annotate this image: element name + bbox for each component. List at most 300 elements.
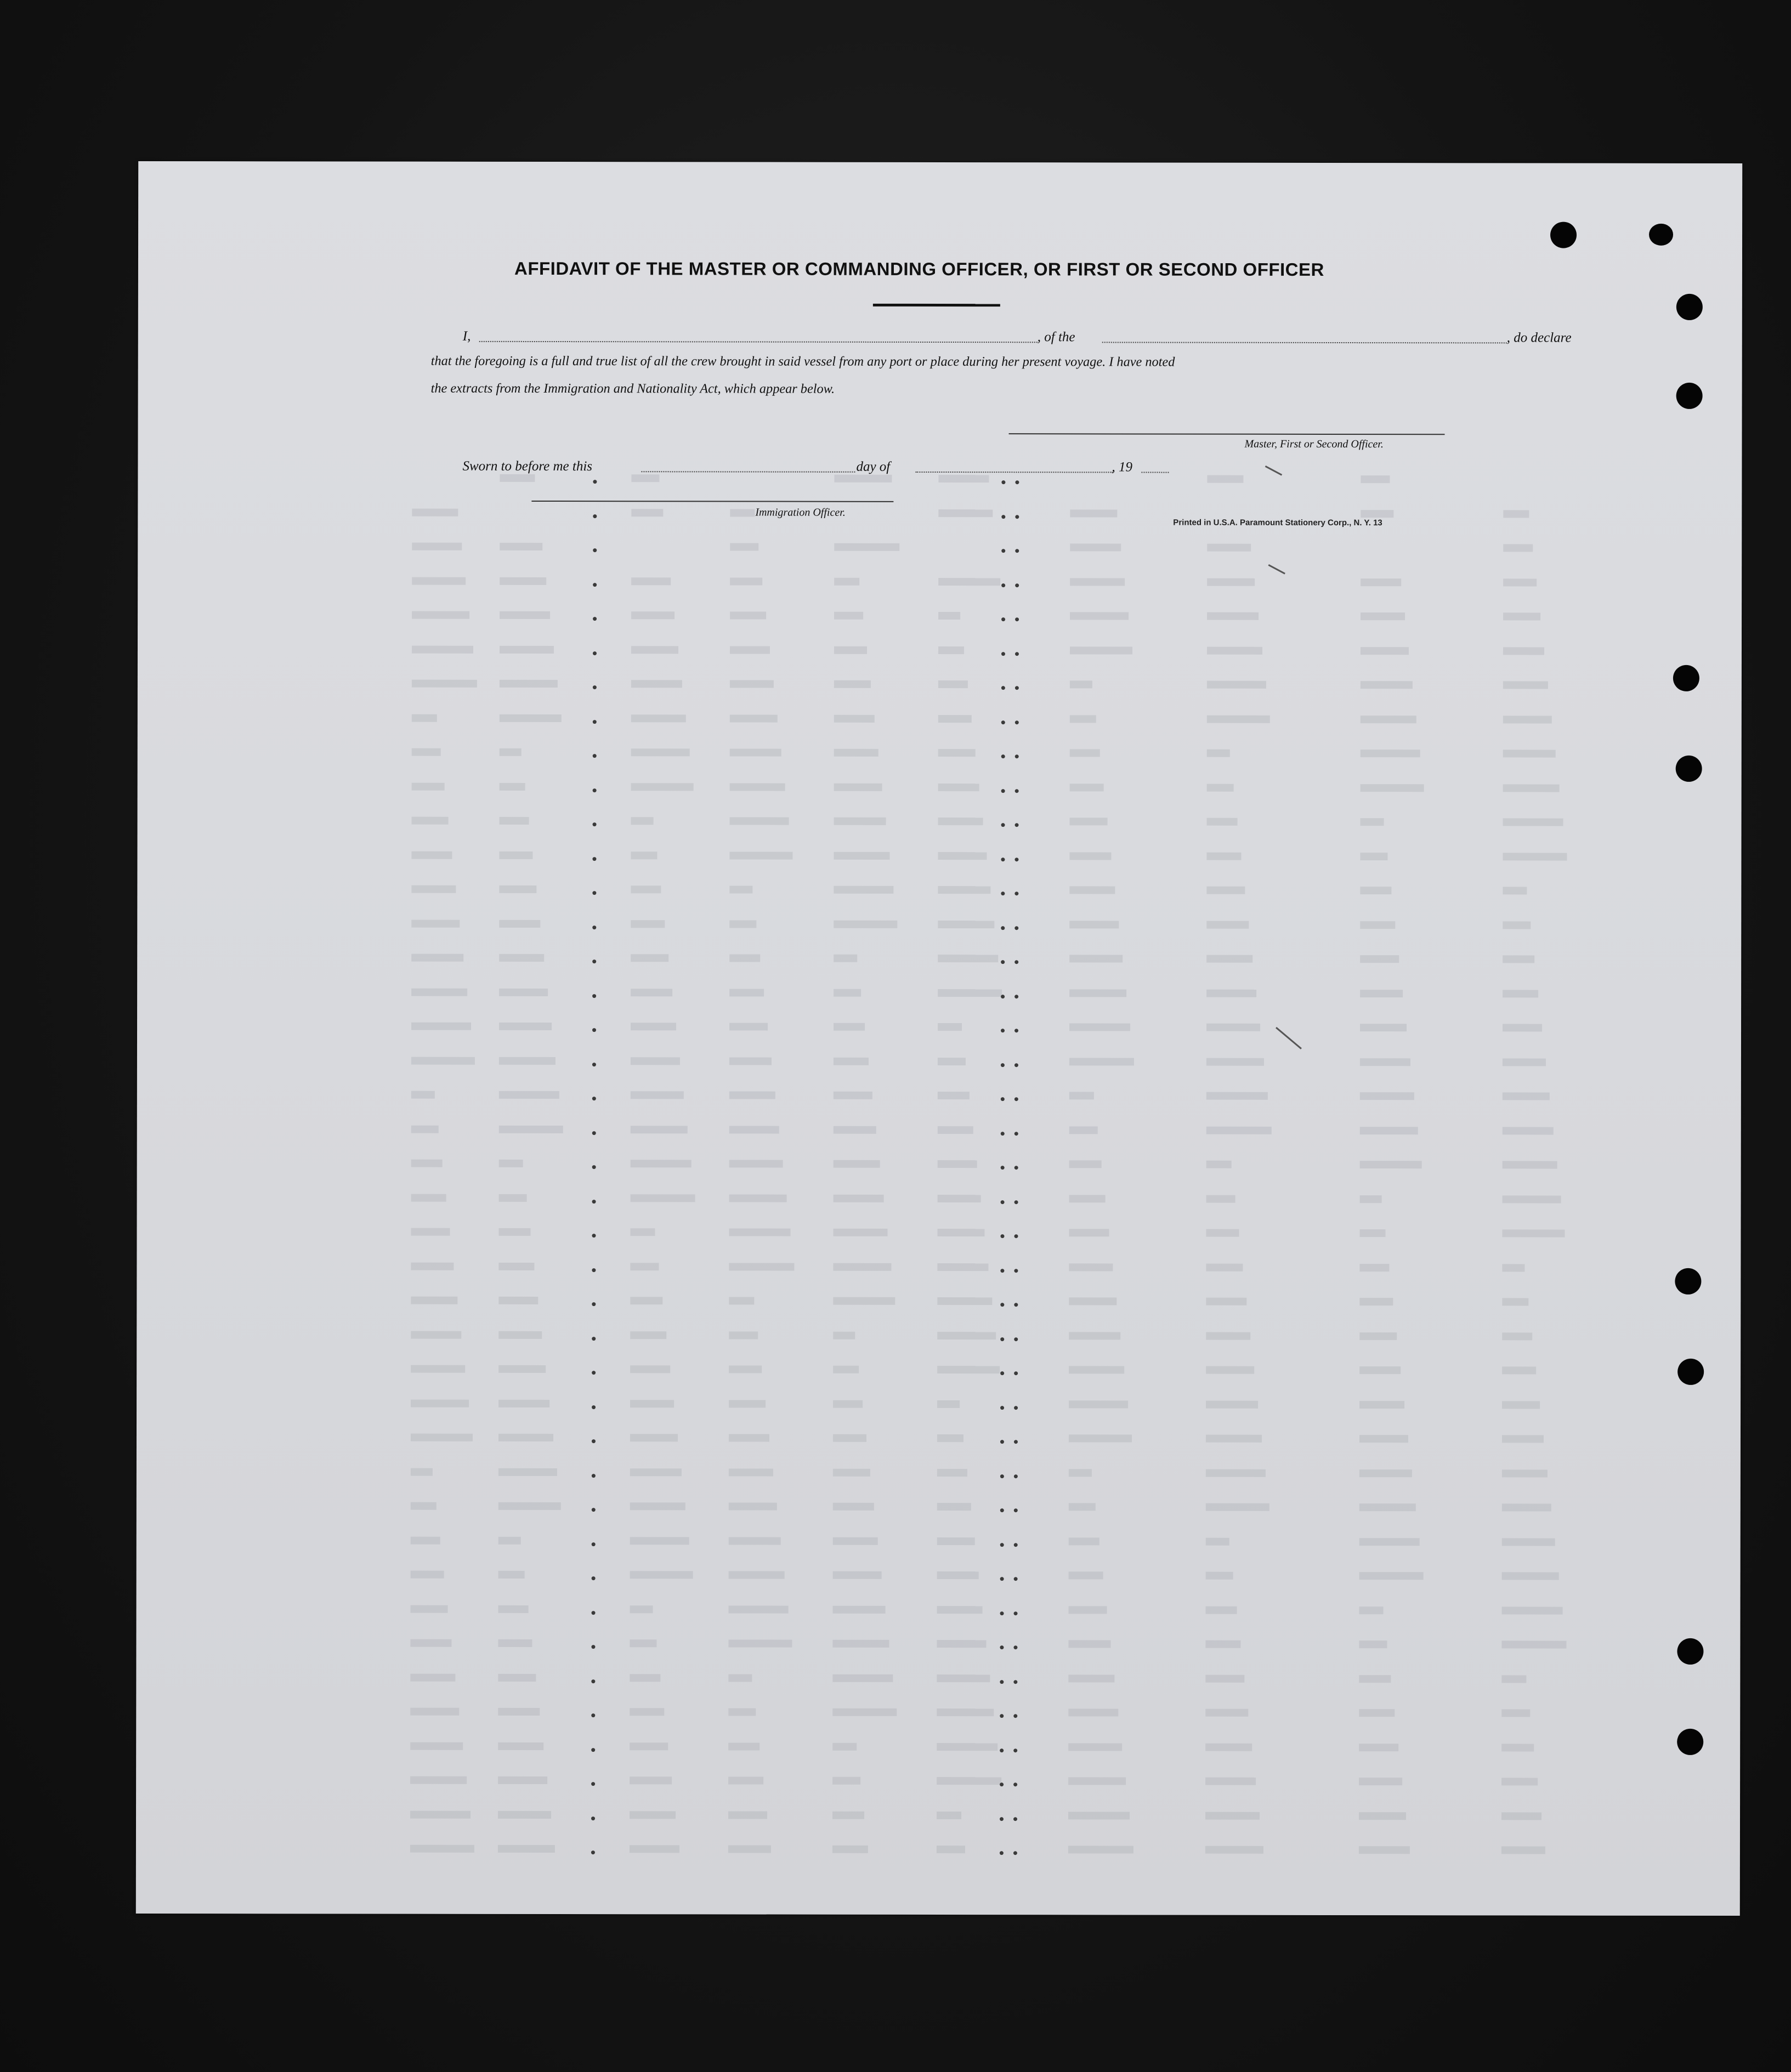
bleed-through-dot (1001, 480, 1005, 484)
bleed-through-mark (938, 818, 983, 825)
bleed-through-mark (937, 1674, 990, 1682)
bleed-through-mark (834, 955, 857, 962)
bleed-through-mark (1360, 1127, 1418, 1134)
bleed-through-dot (592, 1097, 596, 1100)
bleed-through-mark (1205, 1778, 1256, 1785)
bleed-through-mark (500, 474, 535, 482)
bleed-through-mark (1207, 715, 1270, 723)
bleed-through-mark (1502, 1298, 1528, 1305)
bleed-through-mark (834, 1092, 872, 1099)
bleed-through-mark (498, 1536, 521, 1544)
bleed-through-dot (592, 960, 596, 963)
bleed-through-mark (499, 954, 544, 962)
bleed-through-dot (1013, 1851, 1017, 1855)
bleed-through-mark (1359, 1229, 1385, 1237)
bleed-through-row (138, 537, 1742, 561)
bleed-through-mark (1503, 578, 1537, 586)
bleed-through-mark (411, 1399, 469, 1407)
bleed-through-dot (593, 583, 597, 587)
bleed-through-mark (1359, 1709, 1395, 1717)
bleed-through-dot (591, 1713, 595, 1717)
bleed-through-dot (1001, 789, 1005, 793)
bleed-through-dot (1000, 1337, 1004, 1341)
bleed-through-mark (1068, 1640, 1110, 1648)
bleed-through-mark (499, 1194, 527, 1201)
bleed-through-mark (1502, 1503, 1551, 1511)
punch-hole (1676, 383, 1703, 409)
bleed-through-mark (729, 954, 760, 962)
bleed-through-dot (1001, 1200, 1005, 1204)
bleed-through-row (136, 1804, 1740, 1829)
bleed-through-mark (500, 645, 554, 653)
bleed-through-dot (592, 994, 596, 998)
bleed-through-mark (1359, 1366, 1401, 1374)
bleed-through-mark (500, 817, 529, 825)
bleed-through-mark (1206, 1058, 1264, 1065)
bleed-through-dot (1001, 1029, 1005, 1032)
bleed-through-mark (1206, 1400, 1258, 1408)
bleed-through-dot (1013, 1714, 1017, 1718)
bleed-through-text (136, 161, 1742, 1916)
bleed-through-mark (728, 1708, 756, 1716)
bleed-through-dot (1015, 515, 1019, 519)
bleed-through-dot (592, 1337, 596, 1341)
bleed-through-mark (1068, 1777, 1126, 1785)
bleed-through-dot (592, 1405, 596, 1409)
bleed-through-dot (1000, 1406, 1004, 1410)
bleed-through-mark (412, 543, 462, 550)
bleed-through-mark (833, 1503, 874, 1511)
bleed-through-dot (1014, 892, 1018, 895)
bleed-through-row (137, 1256, 1741, 1280)
bleed-through-mark (730, 748, 781, 756)
bleed-through-dot (1014, 926, 1018, 930)
bleed-through-mark (832, 1846, 868, 1853)
bleed-through-mark (1503, 853, 1567, 860)
bleed-through-mark (498, 1845, 555, 1853)
bleed-through-mark (937, 1537, 975, 1545)
bleed-through-mark (498, 1605, 529, 1613)
bleed-through-mark (938, 680, 968, 688)
bleed-through-mark (631, 851, 657, 859)
bleed-through-mark (500, 748, 522, 756)
bleed-through-row (138, 742, 1742, 767)
bleed-through-dot (1015, 617, 1019, 621)
bleed-through-row (137, 1017, 1741, 1041)
bleed-through-mark (411, 1125, 439, 1133)
bleed-through-mark (1070, 784, 1104, 791)
bleed-through-mark (834, 818, 886, 825)
sworn-year-prefix: , 19 (1112, 459, 1132, 475)
bleed-through-dot (592, 1165, 596, 1169)
bleed-through-row (137, 982, 1741, 1006)
bleed-through-dot (1001, 549, 1005, 553)
bleed-through-mark (1501, 1846, 1545, 1854)
bleed-through-mark (938, 1194, 981, 1202)
bleed-through-mark (832, 1742, 857, 1750)
bleed-through-dot (592, 1063, 596, 1066)
bleed-through-dot (1001, 1132, 1005, 1136)
bleed-through-mark (1069, 1023, 1130, 1031)
bleed-through-mark (631, 646, 678, 654)
bleed-through-mark (1360, 955, 1399, 963)
bleed-through-dot (592, 926, 596, 929)
bleed-through-mark (411, 1365, 465, 1373)
bleed-through-mark (412, 714, 437, 722)
bleed-through-mark (729, 1468, 773, 1476)
bleed-through-mark (1207, 750, 1230, 757)
bleed-through-mark (730, 646, 770, 654)
bleed-through-mark (499, 1023, 552, 1030)
bleed-through-mark (1360, 1161, 1422, 1168)
bleed-through-mark (1205, 1846, 1263, 1854)
title-underline (873, 304, 1000, 306)
bleed-through-mark (1359, 1435, 1408, 1443)
bleed-through-row (138, 571, 1742, 595)
bleed-through-dot (1014, 960, 1018, 964)
bleed-through-mark (1503, 818, 1563, 826)
bleed-through-mark (832, 1640, 889, 1648)
bleed-through-mark (730, 509, 755, 516)
bleed-through-mark (631, 474, 659, 482)
bleed-through-mark (411, 1571, 444, 1579)
bleed-through-dot (593, 480, 597, 484)
bleed-through-mark (729, 1502, 777, 1510)
bleed-through-mark (410, 1845, 474, 1853)
bleed-through-mark (1360, 887, 1391, 894)
bleed-through-mark (410, 1776, 467, 1784)
bleed-through-mark (833, 1434, 866, 1442)
bleed-through-row (137, 913, 1741, 938)
bleed-through-mark (1361, 578, 1401, 586)
bleed-through-mark (1361, 647, 1409, 655)
bleed-through-row (137, 1085, 1741, 1109)
bleed-through-mark (412, 748, 441, 756)
bleed-through-mark (938, 612, 960, 620)
bleed-through-dot (592, 1200, 596, 1204)
bleed-through-mark (938, 646, 964, 654)
punch-hole (1676, 756, 1702, 782)
bleed-through-mark (630, 1502, 685, 1510)
bleed-through-mark (499, 919, 540, 927)
bleed-through-mark (1361, 510, 1393, 518)
bleed-through-dot (1001, 617, 1005, 621)
bleed-through-mark (1501, 1709, 1530, 1717)
bleed-through-mark (631, 1091, 684, 1099)
bleed-through-mark (728, 1639, 792, 1647)
punch-hole (1675, 1268, 1701, 1295)
bleed-through-mark (411, 1262, 454, 1270)
bleed-through-mark (1070, 612, 1129, 620)
bleed-through-mark (729, 1605, 789, 1613)
declaration-prefix: I, (462, 328, 471, 344)
bleed-through-mark (631, 989, 672, 996)
bleed-through-mark (937, 1263, 988, 1270)
bleed-through-mark (630, 1571, 693, 1579)
bleed-through-mark (832, 1777, 860, 1785)
bleed-through-dot (1014, 1337, 1018, 1341)
bleed-through-mark (631, 954, 668, 962)
bleed-through-mark (1359, 1469, 1412, 1477)
bleed-through-dot (1000, 1440, 1004, 1444)
bleed-through-dot (1000, 1234, 1004, 1238)
bleed-through-dot (1014, 1234, 1018, 1238)
bleed-through-mark (1361, 612, 1405, 620)
bleed-through-dot (1014, 1200, 1018, 1204)
bleed-through-mark (410, 1673, 455, 1681)
bleed-through-row (137, 1565, 1741, 1589)
bleed-through-mark (938, 851, 987, 859)
bleed-through-mark (832, 1811, 864, 1819)
bleed-through-mark (1503, 1092, 1550, 1100)
bleed-through-mark (498, 1673, 536, 1681)
bleed-through-mark (1503, 716, 1552, 723)
bleed-through-mark (1070, 749, 1100, 757)
bleed-through-mark (937, 1229, 984, 1236)
bleed-through-mark (1207, 818, 1238, 826)
bleed-through-mark (833, 1366, 859, 1373)
bleed-through-mark (729, 885, 752, 893)
bleed-through-dot (1014, 1166, 1018, 1170)
bleed-through-mark (729, 1571, 785, 1579)
bleed-through-mark (834, 646, 867, 654)
bleed-through-mark (1207, 612, 1259, 620)
bleed-through-mark (937, 1434, 963, 1442)
bleed-through-mark (729, 1228, 790, 1236)
bleed-through-mark (1069, 1400, 1128, 1408)
bleed-through-dot (592, 1371, 596, 1375)
bleed-through-mark (728, 1742, 760, 1750)
bleed-through-mark (1502, 1332, 1532, 1340)
bleed-through-mark (499, 1091, 559, 1099)
bleed-through-mark (631, 509, 663, 516)
bleed-through-dot (1000, 1645, 1004, 1649)
bleed-through-mark (730, 783, 785, 791)
bleed-through-mark (631, 714, 686, 722)
bleed-through-mark (1503, 681, 1548, 689)
bleed-through-mark (938, 1126, 973, 1133)
bleed-through-mark (1068, 1812, 1130, 1819)
affidavit-title: AFFIDAVIT OF THE MASTER OR COMMANDING OFFICER, OR FIRST OR SECOND OFFICER (514, 258, 1324, 280)
bleed-through-mark (1502, 1538, 1555, 1546)
bleed-through-mark (1070, 680, 1092, 688)
bleed-through-mark (938, 1023, 962, 1031)
bleed-through-mark (833, 1229, 887, 1236)
bleed-through-mark (1069, 1469, 1092, 1477)
bleed-through-row (136, 1633, 1740, 1657)
bleed-through-dot (1000, 1851, 1004, 1855)
bleed-through-mark (1205, 1674, 1244, 1682)
bleed-through-mark (500, 611, 550, 619)
bleed-through-mark (1503, 612, 1540, 620)
bleed-through-dot (1000, 1543, 1004, 1547)
punch-hole (1649, 224, 1673, 246)
bleed-through-dot (1014, 1303, 1018, 1307)
bleed-through-mark (1206, 1503, 1269, 1511)
bleed-through-dot (1014, 1269, 1018, 1273)
bleed-through-mark (1205, 1812, 1260, 1819)
bleed-through-dot (1013, 1680, 1017, 1684)
bleed-through-mark (833, 1400, 863, 1407)
bleed-through-mark (1359, 1812, 1406, 1820)
sworn-prefix: Sworn to before me this (462, 458, 593, 474)
bleed-through-dot (1015, 686, 1019, 690)
bleed-through-dot (1014, 1508, 1018, 1512)
bleed-through-mark (1359, 1846, 1410, 1854)
bleed-through-mark (1206, 887, 1245, 894)
bleed-through-row (137, 1462, 1741, 1486)
bleed-through-mark (1501, 1640, 1566, 1648)
bleed-through-mark (411, 1160, 443, 1167)
bleed-through-mark (1206, 1435, 1262, 1443)
bleed-through-mark (730, 577, 762, 585)
bleed-through-row (137, 1291, 1741, 1315)
bleed-through-mark (1069, 1366, 1124, 1373)
bleed-through-mark (729, 1126, 779, 1133)
bleed-through-mark (1503, 887, 1527, 894)
bleed-through-dot (592, 1474, 596, 1478)
bleed-through-dot (1000, 1680, 1004, 1684)
bleed-through-mark (834, 475, 892, 482)
bleed-through-mark (729, 1263, 794, 1270)
bleed-through-mark (630, 1776, 672, 1784)
bleed-through-mark (499, 1125, 563, 1133)
bleed-through-mark (729, 1091, 775, 1099)
bleed-through-dot (1014, 1063, 1018, 1067)
bleed-through-mark (834, 714, 875, 722)
bleed-through-dot (592, 1611, 596, 1615)
punch-hole (1677, 1638, 1703, 1665)
bleed-through-mark (411, 1023, 471, 1030)
bleed-through-dot (1014, 1371, 1018, 1375)
bleed-through-mark (1070, 578, 1125, 586)
bleed-through-mark (1361, 818, 1384, 826)
bleed-through-mark (937, 1297, 992, 1305)
punch-hole (1677, 1729, 1703, 1755)
bleed-through-row (137, 1222, 1741, 1246)
bleed-through-row (137, 1119, 1741, 1143)
bleed-through-mark (729, 851, 792, 859)
bleed-through-dot (1015, 754, 1019, 758)
bleed-through-mark (1068, 1743, 1122, 1751)
bleed-through-mark (832, 1708, 897, 1716)
bleed-through-mark (937, 1468, 967, 1476)
sworn-day-of: day of (856, 459, 891, 474)
bleed-through-mark (1206, 1092, 1268, 1100)
bleed-through-mark (631, 748, 690, 756)
bleed-through-dot (1000, 1303, 1004, 1307)
bleed-through-mark (1069, 1229, 1109, 1236)
bleed-through-mark (412, 680, 477, 688)
bleed-through-mark (834, 543, 899, 551)
punch-hole (1676, 294, 1703, 320)
bleed-through-mark (1206, 1332, 1250, 1339)
bleed-through-mark (1069, 1571, 1103, 1579)
bleed-through-mark (729, 1297, 754, 1304)
bleed-through-mark (500, 782, 525, 790)
bleed-through-mark (937, 1742, 997, 1750)
bleed-through-mark (498, 1365, 546, 1373)
bleed-through-mark (1359, 1332, 1397, 1340)
bleed-through-mark (1361, 750, 1420, 757)
bleed-through-mark (834, 1057, 869, 1065)
bleed-through-mark (833, 1571, 882, 1579)
bleed-through-mark (937, 1846, 965, 1853)
bleed-through-dot (1000, 1611, 1004, 1615)
bleed-through-dot (592, 891, 596, 895)
bleed-through-dot (593, 514, 597, 518)
bleed-through-mark (729, 1400, 766, 1407)
bleed-through-mark (412, 577, 466, 584)
bleed-through-mark (1206, 1161, 1232, 1168)
bleed-through-mark (1503, 647, 1544, 655)
bleed-through-mark (500, 543, 542, 550)
bleed-through-mark (1070, 818, 1108, 825)
bleed-through-mark (937, 1366, 1000, 1373)
bleed-through-dot (592, 1268, 596, 1272)
bleed-through-mark (1503, 1024, 1542, 1031)
bleed-through-mark (1503, 750, 1556, 757)
bleed-through-mark (1359, 1538, 1420, 1546)
bleed-through-mark (833, 1331, 855, 1339)
bleed-through-mark (938, 955, 998, 962)
bleed-through-row (138, 502, 1742, 526)
bleed-through-mark (937, 1503, 971, 1511)
bleed-through-mark (499, 885, 536, 893)
bleed-through-dot (1000, 1577, 1004, 1581)
bleed-through-row (136, 1736, 1740, 1760)
bleed-through-mark (1360, 921, 1395, 929)
bleed-through-mark (630, 1331, 666, 1339)
bleed-through-mark (1502, 1469, 1548, 1477)
bleed-through-dot (593, 685, 597, 689)
bleed-through-dot (1001, 652, 1005, 656)
bleed-through-mark (1359, 1401, 1404, 1409)
bleed-through-mark (1206, 1572, 1233, 1580)
bleed-through-dot (592, 1234, 596, 1237)
signature-caption: Master, First or Second Officer. (1244, 438, 1384, 451)
bleed-through-mark (500, 714, 562, 722)
bleed-through-mark (834, 1126, 876, 1133)
bleed-through-dot (591, 1816, 595, 1820)
bleed-through-mark (1361, 475, 1390, 483)
bleed-through-mark (498, 1639, 532, 1647)
bleed-through-mark (834, 851, 889, 859)
bleed-through-mark (1503, 544, 1533, 552)
bleed-through-mark (410, 1810, 471, 1818)
bleed-through-mark (1207, 544, 1251, 552)
bleed-through-mark (411, 1331, 461, 1338)
bleed-through-mark (834, 1160, 880, 1168)
bleed-through-row (138, 639, 1742, 663)
bleed-through-dot (1015, 549, 1019, 553)
bleed-through-mark (833, 1297, 895, 1305)
bleed-through-mark (834, 612, 863, 620)
bleed-through-mark (938, 989, 1002, 996)
bleed-through-dot (591, 1850, 595, 1854)
bleed-through-dot (1001, 515, 1005, 519)
bleed-through-mark (938, 509, 993, 516)
bleed-through-mark (410, 1708, 459, 1716)
bleed-through-dot (1014, 1474, 1018, 1478)
bleed-through-mark (630, 1537, 689, 1545)
bleed-through-dot (1013, 1749, 1017, 1752)
bleed-through-mark (412, 645, 473, 653)
bleed-through-mark (498, 1399, 549, 1407)
bleed-through-mark (1069, 989, 1126, 997)
bleed-through-mark (498, 1331, 542, 1338)
bleed-through-dot (1000, 1817, 1004, 1821)
